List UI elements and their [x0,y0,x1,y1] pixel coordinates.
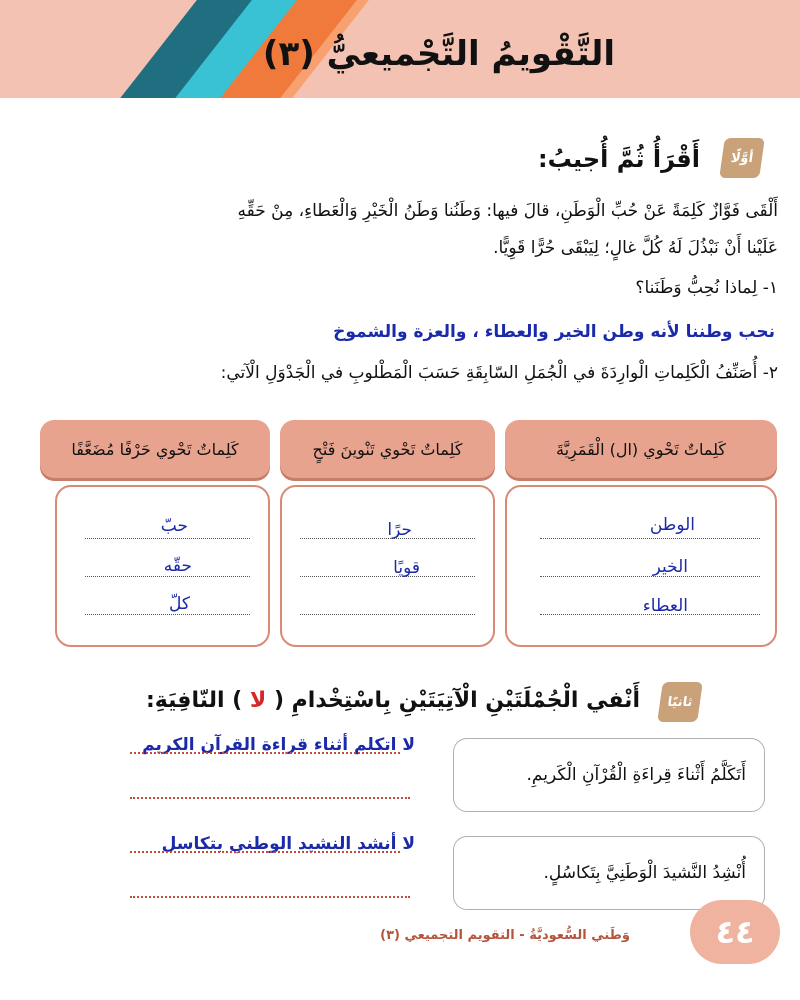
word-qamari-3: العطاء [642,596,688,616]
page-header [0,0,800,98]
table-header-qamari: كَلِماتٌ تَحْوي (ال) الْقَمَرِيَّةَ [505,420,777,478]
word-mudaaf-3: كلّ [169,594,190,614]
page-number: ٤٤ [690,900,780,964]
table-column-mudaaf [55,485,270,647]
page-title: التَّقْويمُ التَّجْميعيُّ (٣) [262,34,615,74]
word-qamari-2: الخير [652,557,688,577]
sentence-box-1 [453,738,765,812]
section1-badge: أوَّلًا [719,138,765,178]
answer-underline [130,851,400,853]
section1-title: أَقْرَأُ ثُمَّ أُجيبُ: [538,145,700,173]
question-1: ١- لِماذا نُحِبُّ وَطَنَنا؟ [635,278,778,298]
sentence-2: أُنْشِدُ النَّشيدَ الْوَطَنِيَّ بِتَكاسُلٍ. [543,863,746,883]
word-mudaaf-1: حبّ [160,516,188,536]
paragraph-line-1: أَلْقَى فَوَّازٌ كَلِمَةً عَنْ حُبِّ الْوَطَنِ، قالَ فيها: وَطَنُنا وَطَنُ الْخَيْرِ وَالْعَطاءِ، مِنْ حَقِّهِ [237,201,778,221]
answer-line [130,797,410,799]
answer-line [85,614,250,615]
negation-answer-1: لا اتكلم أثناء قراءة القرآن الكريم [142,735,415,755]
word-qamari-1: الوطن [649,515,695,535]
answer-underline [130,752,400,754]
negation-answer-2: لا أنشد النشيد الوطني بتكاسل [161,834,415,854]
word-tanween-1: حرًا [387,520,412,540]
la-word: لا [249,688,267,713]
answer-line [85,576,250,577]
sentence-box-2 [453,836,765,910]
table-column-qamari [505,485,777,647]
section2-title: أَنْفي الْجُمْلَتَيْنِ الْآتِيَتَيْنِ بِاسْتِخْدامِ ( لا ) النّافِيَةِ: [145,688,640,713]
answer-1: نحب وطننا لأنه وطن الخير والعطاء ، والعزة والشموخ [333,322,775,342]
word-mudaaf-2: حقّه [163,556,192,576]
answer-line [85,538,250,539]
table-column-tanween [280,485,495,647]
paragraph-line-2: عَلَيْنا أَنْ نَبْذُلَ لَهُ كُلَّ غالٍ؛ لِيَبْقَى حُرًّا قَوِيًّا. [493,238,778,258]
word-tanween-2: قويًا [393,558,420,578]
question-2: ٢- أُصَنِّفُ الْكَلِماتِ الْوارِدَةَ في الْجُمَلِ السّابِقَةِ حَسَبَ الْمَطْلوبِ في الْجَدْوَلِ الْآتي: [220,363,778,383]
answer-line [130,896,410,898]
answer-line [540,576,760,577]
sentence-1: أَتَكَلَّمُ أَثْناءَ قِراءَةِ الْقُرْآنِ الْكَريمِ. [526,765,746,785]
section2-badge: ثانيًا [657,682,703,722]
footer-text: وَطَني السُّعوديَّةُ - التقويم التجميعي (٣) [380,928,630,943]
answer-line [540,538,760,539]
table-header-tanween: كَلِماتٌ تَحْوي تَنْوينَ فَتْحٍ [280,420,495,478]
answer-line [300,614,475,615]
table-header-mudaaf: كَلِماتٌ تَحْوي حَرْفًا مُضَعَّفًا [40,420,270,478]
answer-line [300,576,475,577]
